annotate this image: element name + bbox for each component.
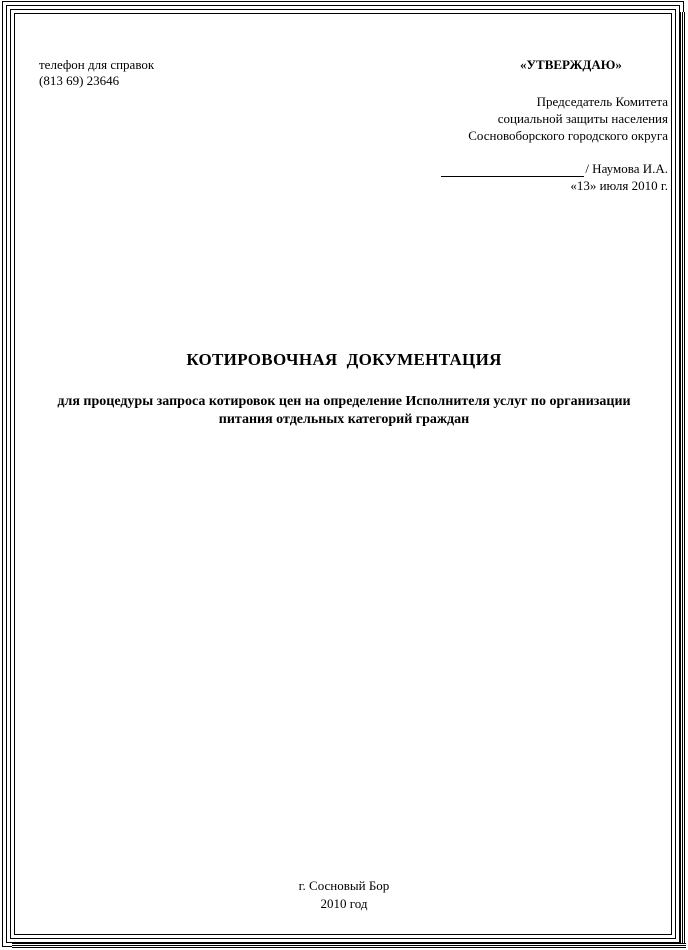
document-subtitle: для процедуры запроса котировок цен на определение Исполнителя услуг по организации питания отдельных категорий граждан — [57, 394, 631, 427]
approver-position-line-3: Сосновоборского городского округа — [468, 128, 668, 143]
signature-line — [441, 162, 584, 177]
phone-label: телефон для справок — [39, 57, 155, 72]
approver-position-line-1: Председатель Комитета — [536, 94, 668, 109]
signature-row — [441, 160, 668, 177]
footer-city: г. Сосновый Бор — [298, 878, 390, 893]
page-border-inner-2 — [14, 13, 672, 935]
page-border-inner — [10, 9, 676, 939]
page-border-shadow-bottom — [12, 943, 686, 949]
page-border — [6, 5, 680, 943]
approval-stamp: «УТВЕРЖДАЮ» — [520, 57, 622, 72]
page-border-shadow-right — [680, 12, 686, 948]
signatory-name: / Наумова И.А. — [585, 161, 668, 176]
approver-position-line-2: социальной защиты населения — [497, 111, 668, 126]
footer-year: 2010 год — [320, 896, 368, 911]
phone-number: (813 69) 23646 — [39, 73, 120, 88]
approval-date: «13» июля 2010 г. — [570, 178, 668, 193]
document-title: КОТИРОВОЧНАЯ ДОКУМЕНТАЦИЯ — [186, 350, 502, 369]
